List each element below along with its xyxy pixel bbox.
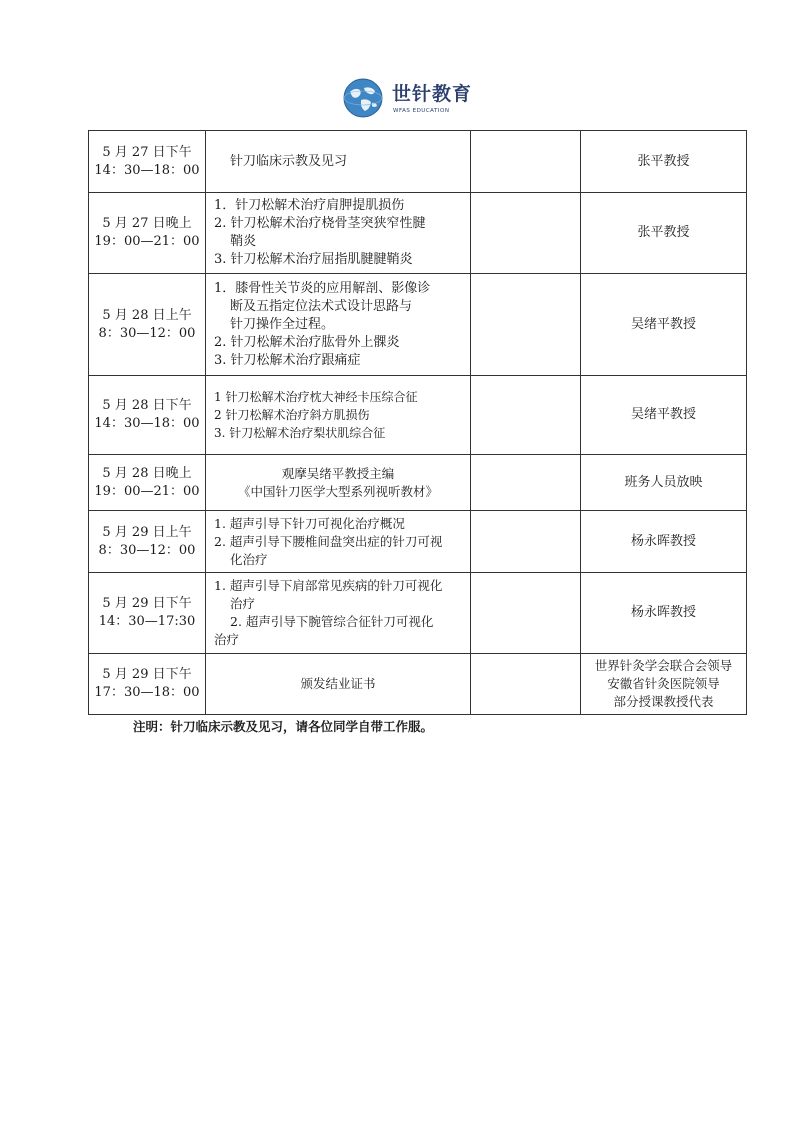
table-row bbox=[89, 376, 747, 455]
date-text: 5 月 28 日上午 bbox=[102, 307, 192, 323]
teacher-cell bbox=[581, 511, 747, 573]
teacher-text: 杨永晖教授 bbox=[630, 533, 696, 549]
content-line: 3. 针刀松解术治疗梨状肌综合征 bbox=[214, 426, 386, 440]
content-cell bbox=[206, 511, 471, 573]
teacher-cell bbox=[581, 131, 747, 193]
teacher-text: 吴绪平教授 bbox=[630, 407, 696, 422]
content-line: 断及五指定位法术式设计思路与 bbox=[230, 298, 413, 314]
date-text: 5 月 29 日上午 bbox=[102, 524, 192, 540]
content-line: 《中国针刀医学大型系列视听教材》 bbox=[237, 483, 438, 499]
time-cell bbox=[89, 654, 206, 715]
content-line: 化治疗 bbox=[230, 551, 268, 567]
blank-cell bbox=[471, 654, 581, 715]
content-cell bbox=[206, 193, 471, 274]
date-text: 5 月 28 日晚上 bbox=[102, 465, 192, 481]
blank-cell bbox=[471, 573, 581, 654]
footnote: 注明：针刀临床示教及见习，请各位同学自带工作服。 bbox=[133, 719, 434, 734]
table-row bbox=[89, 654, 747, 715]
time-cell bbox=[89, 573, 206, 654]
date-text: 5 月 27 日晚上 bbox=[102, 216, 192, 231]
teacher-text: 张平教授 bbox=[637, 225, 690, 240]
time-text: 19：00—21：00 bbox=[94, 234, 200, 249]
time-text: 8：30—12：00 bbox=[98, 542, 196, 558]
time-cell bbox=[89, 455, 206, 511]
table-row bbox=[89, 274, 747, 376]
time-cell bbox=[89, 193, 206, 274]
content-line: 2 针刀松解术治疗斜方肌损伤 bbox=[214, 408, 370, 422]
content-line: 治疗 bbox=[230, 596, 256, 611]
blank-cell bbox=[471, 511, 581, 573]
teacher-text: 吴绪平教授 bbox=[630, 316, 696, 332]
teacher-text: 班务人员放映 bbox=[624, 474, 703, 490]
teacher-cell bbox=[581, 376, 747, 455]
teacher-text: 部分授课教授代表 bbox=[613, 694, 714, 709]
table-row bbox=[89, 131, 747, 193]
content-line: 3. 针刀松解术治疗跟痛症 bbox=[214, 352, 361, 368]
table-row bbox=[89, 511, 747, 573]
time-text: 19：00—21：00 bbox=[94, 483, 200, 499]
teacher-cell bbox=[581, 193, 747, 274]
time-text: 8：30—12：00 bbox=[98, 325, 196, 341]
letterhead bbox=[0, 74, 800, 124]
time-text: 14：30—18：00 bbox=[94, 416, 200, 431]
blank-cell bbox=[471, 455, 581, 511]
content-line: 2. 针刀松解术治疗肱骨外上髁炎 bbox=[214, 334, 400, 350]
content-line: 1．针刀松解术治疗肩胛提肌损伤 bbox=[214, 198, 405, 213]
content-line: 1. 超声引导下针刀可视化治疗概况 bbox=[214, 515, 405, 531]
teacher-cell bbox=[581, 573, 747, 654]
content-cell bbox=[206, 376, 471, 455]
blank-cell bbox=[471, 274, 581, 376]
blank-cell bbox=[471, 131, 581, 193]
blank-cell bbox=[471, 193, 581, 274]
table-row bbox=[89, 455, 747, 511]
date-text: 5 月 28 日下午 bbox=[102, 398, 192, 413]
time-text: 14：30—17:30 bbox=[98, 614, 196, 629]
content-cell bbox=[206, 654, 471, 715]
time-cell bbox=[89, 511, 206, 573]
teacher-cell bbox=[581, 654, 747, 715]
content-cell bbox=[206, 131, 471, 193]
content-line: 2. 超声引导下腰椎间盘突出症的针刀可视 bbox=[214, 533, 443, 549]
content-line: 针刀临床示教及见习 bbox=[230, 153, 348, 169]
content-line: 1．膝骨性关节炎的应用解剖、影像诊 bbox=[214, 280, 431, 296]
table-row bbox=[89, 573, 747, 654]
time-cell bbox=[89, 131, 206, 193]
content-cell bbox=[206, 573, 471, 654]
content-line: 治疗 bbox=[214, 632, 240, 647]
content-line: 2. 超声引导下腕管综合征针刀可视化 bbox=[230, 614, 434, 629]
teacher-text: 张平教授 bbox=[637, 153, 690, 169]
teacher-text: 世界针灸学会联合会领导 bbox=[594, 658, 733, 673]
content-line: 鞘炎 bbox=[230, 234, 257, 249]
teacher-text: 杨永晖教授 bbox=[630, 605, 696, 620]
globe-icon bbox=[343, 78, 383, 118]
time-text: 17：30—18：00 bbox=[94, 685, 200, 700]
content-line: 2. 针刀松解术治疗桡骨茎突狭窄性腱 bbox=[214, 216, 426, 231]
teacher-text: 安徽省针灸医院领导 bbox=[607, 676, 720, 691]
date-text: 5 月 27 日下午 bbox=[102, 144, 192, 160]
content-line: 3. 针刀松解术治疗屈指肌腱腱鞘炎 bbox=[214, 252, 413, 267]
time-text: 14：30—18：00 bbox=[94, 162, 200, 178]
logo-title: 世针教育 bbox=[392, 83, 473, 105]
schedule-table bbox=[88, 130, 747, 715]
content-line: 颁发结业证书 bbox=[300, 676, 376, 691]
content-line: 1 针刀松解术治疗枕大神经卡压综合征 bbox=[214, 390, 418, 404]
content-cell bbox=[206, 455, 471, 511]
date-text: 5 月 29 日下午 bbox=[102, 667, 192, 682]
blank-cell bbox=[471, 376, 581, 455]
logo-subtitle: WFAS EDUCATION bbox=[393, 108, 450, 114]
date-text: 5 月 29 日下午 bbox=[102, 596, 192, 611]
time-cell bbox=[89, 274, 206, 376]
teacher-cell bbox=[581, 455, 747, 511]
time-cell bbox=[89, 376, 206, 455]
teacher-cell bbox=[581, 274, 747, 376]
content-line: 针刀操作全过程。 bbox=[230, 316, 335, 332]
content-line: 观摩吴绪平教授主编 bbox=[281, 465, 395, 481]
content-line: 1. 超声引导下肩部常见疾病的针刀可视化 bbox=[214, 578, 443, 593]
table-row bbox=[89, 193, 747, 274]
content-cell bbox=[206, 274, 471, 376]
